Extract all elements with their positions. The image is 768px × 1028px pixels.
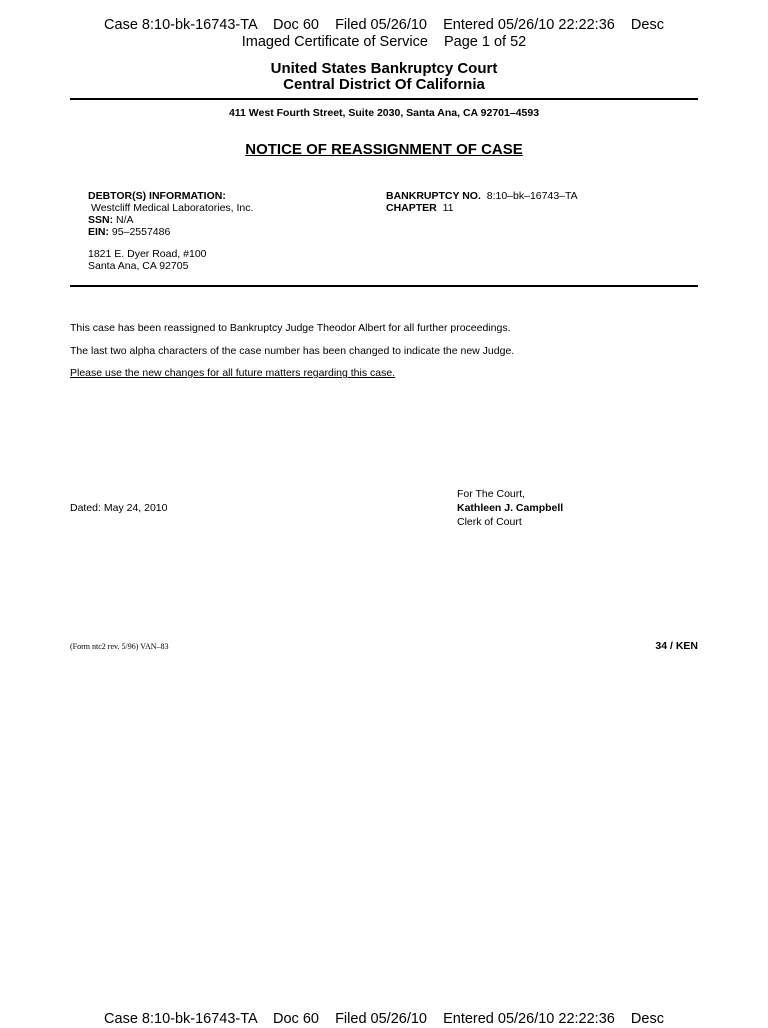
filing-stamp — [0, 17, 768, 51]
court-header — [0, 61, 768, 93]
court-name: United States Bankruptcy Court — [270, 60, 498, 77]
chapter — [386, 202, 686, 214]
debtor-name: Westcliff Medical Laboratories, Inc. — [91, 202, 254, 214]
ein-value: 95–2557486 — [111, 226, 171, 238]
debtor-ein — [88, 226, 368, 238]
filing-stamp-line2: Imaged Certificate of Service Page 1 of 52 — [241, 34, 527, 50]
bankruptcy-value: 8:10–bk–16743–TA — [486, 190, 578, 202]
clerk-name: Kathleen J. Campbell — [457, 502, 564, 514]
ein-label: EIN: — [88, 226, 109, 238]
debtor-info — [88, 190, 368, 272]
bottom-filing-stamp — [0, 1011, 768, 1028]
bankruptcy-label: BANKRUPTCY NO. — [386, 190, 481, 202]
for-the-court: For The Court, — [457, 488, 526, 500]
debtor-heading: DEBTOR(S) INFORMATION: — [88, 190, 226, 202]
debtor-address-line1: 1821 E. Dyer Road, #100 — [88, 248, 207, 260]
docket-code: 34 / KEN — [655, 640, 698, 652]
debtor-address-line2: Santa Ana, CA 92705 — [88, 260, 189, 272]
form-number: (Form ntc2 rev. 5/96) VAN–83 — [70, 642, 169, 651]
ssn-value: N/A — [116, 214, 134, 226]
body-paragraph-1: This case has been reassigned to Bankruptcy Judge Theodor Albert for all further proceedings. — [70, 322, 511, 334]
signature-block — [457, 487, 563, 529]
body-paragraph-2: The last two alpha characters of the case number has been changed to indicate the new Judge. — [70, 345, 515, 357]
court-district: Central District Of California — [283, 76, 485, 93]
dated-line: Dated: May 24, 2010 — [70, 502, 168, 514]
debtor-ssn — [88, 214, 368, 226]
court-address: 411 West Fourth Street, Suite 2030, Santa Ana, CA 92701–4593 — [228, 107, 540, 119]
body-paragraph-3: Please use the new changes for all future matters regarding this case. — [70, 367, 396, 379]
ssn-label: SSN: — [88, 214, 114, 226]
bottom-stamp-line1: Case 8:10-bk-16743-TA Doc 60 Filed 05/26/10 Entered 05/26/10 22:22:36 Desc — [104, 1011, 664, 1027]
case-info — [386, 190, 686, 214]
chapter-value: 11 — [442, 202, 454, 214]
header-divider — [70, 98, 698, 100]
notice-title: NOTICE OF REASSIGNMENT OF CASE — [245, 141, 523, 158]
clerk-title: Clerk of Court — [457, 516, 522, 528]
filing-stamp-line1: Case 8:10-bk-16743-TA Doc 60 Filed 05/26/10 Entered 05/26/10 22:22:36 Desc — [104, 17, 664, 33]
chapter-label: CHAPTER — [386, 202, 437, 214]
bankruptcy-number — [386, 190, 686, 202]
info-divider — [70, 285, 698, 287]
